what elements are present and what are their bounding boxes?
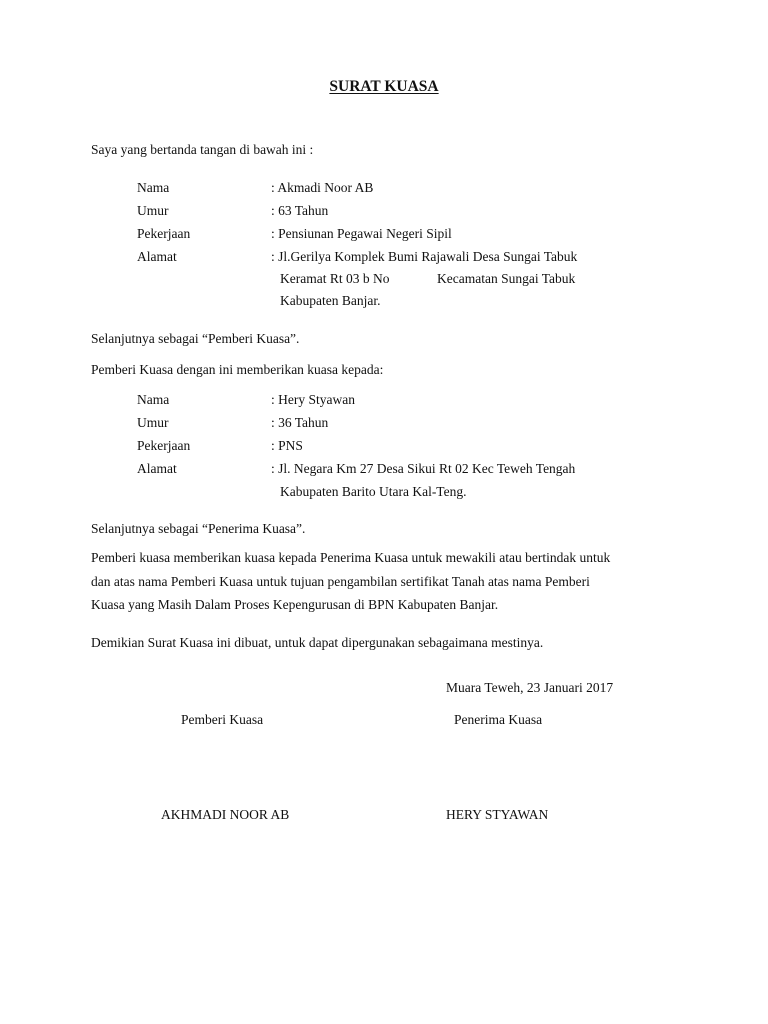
pemberi-pekerjaan-label: Pekerjaan bbox=[137, 226, 191, 241]
pemberi-alamat-line2b: Kecamatan Sungai Tabuk bbox=[437, 271, 576, 286]
penerima-alamat-label: Alamat bbox=[137, 461, 177, 476]
memberikan-kuasa-text: Pemberi Kuasa dengan ini memberikan kuasa kepada: bbox=[91, 362, 384, 377]
body-line: Pemberi kuasa memberikan kuasa kepada Penerima Kuasa untuk mewakili atau bertindak untuk bbox=[91, 550, 611, 565]
place-date: Muara Teweh, 23 Januari 2017 bbox=[446, 680, 614, 695]
intro-text: Saya yang bertanda tangan di bawah ini : bbox=[91, 142, 314, 157]
penerima-pekerjaan-label: Pekerjaan bbox=[137, 438, 191, 453]
closing-text: Demikian Surat Kuasa ini dibuat, untuk dapat dipergunakan sebagaimana mestinya. bbox=[91, 635, 544, 650]
penerima-kuasa-role: Penerima Kuasa bbox=[454, 712, 543, 727]
pemberi-alamat-line3: Kabupaten Banjar. bbox=[280, 293, 381, 308]
pemberi-umur-value: : 63 Tahun bbox=[271, 203, 329, 218]
penerima-kuasa-name: HERY STYAWAN bbox=[446, 807, 549, 822]
body-line: dan atas nama Pemberi Kuasa untuk tujuan pengambilan sertifikat Tanah atas nama Pemberi bbox=[91, 574, 590, 589]
pemberi-alamat-label: Alamat bbox=[137, 249, 177, 264]
pemberi-alamat-line2a: Keramat Rt 03 b No bbox=[280, 271, 390, 286]
pemberi-pekerjaan-value: : Pensiunan Pegawai Negeri Sipil bbox=[271, 226, 452, 241]
penerima-nama-label: Nama bbox=[137, 392, 170, 407]
body-line: Kuasa yang Masih Dalam Proses Kepengurusan di BPN Kabupaten Banjar. bbox=[91, 597, 499, 612]
penerima-umur-value: : 36 Tahun bbox=[271, 415, 329, 430]
pemberi-kuasa-name: AKHMADI NOOR AB bbox=[161, 807, 290, 822]
selanjutnya-pemberi-text: Selanjutnya sebagai “Pemberi Kuasa”. bbox=[91, 331, 300, 346]
pemberi-kuasa-role: Pemberi Kuasa bbox=[181, 712, 264, 727]
penerima-alamat-line2: Kabupaten Barito Utara Kal-Teng. bbox=[280, 484, 467, 499]
selanjutnya-penerima-text: Selanjutnya sebagai “Penerima Kuasa”. bbox=[91, 521, 306, 536]
pemberi-alamat-value: : Jl.Gerilya Komplek Bumi Rajawali Desa Sungai Tabuk bbox=[271, 249, 578, 264]
pemberi-nama-label: Nama bbox=[137, 180, 170, 195]
penerima-umur-label: Umur bbox=[137, 415, 169, 430]
penerima-alamat-value: : Jl. Negara Km 27 Desa Sikui Rt 02 Kec Teweh Tengah bbox=[271, 461, 576, 476]
document-title: SURAT KUASA bbox=[329, 78, 439, 95]
pemberi-umur-label: Umur bbox=[137, 203, 169, 218]
penerima-nama-value: : Hery Styawan bbox=[271, 392, 355, 407]
penerima-pekerjaan-value: : PNS bbox=[271, 438, 303, 453]
pemberi-nama-value: : Akmadi Noor AB bbox=[271, 180, 374, 195]
